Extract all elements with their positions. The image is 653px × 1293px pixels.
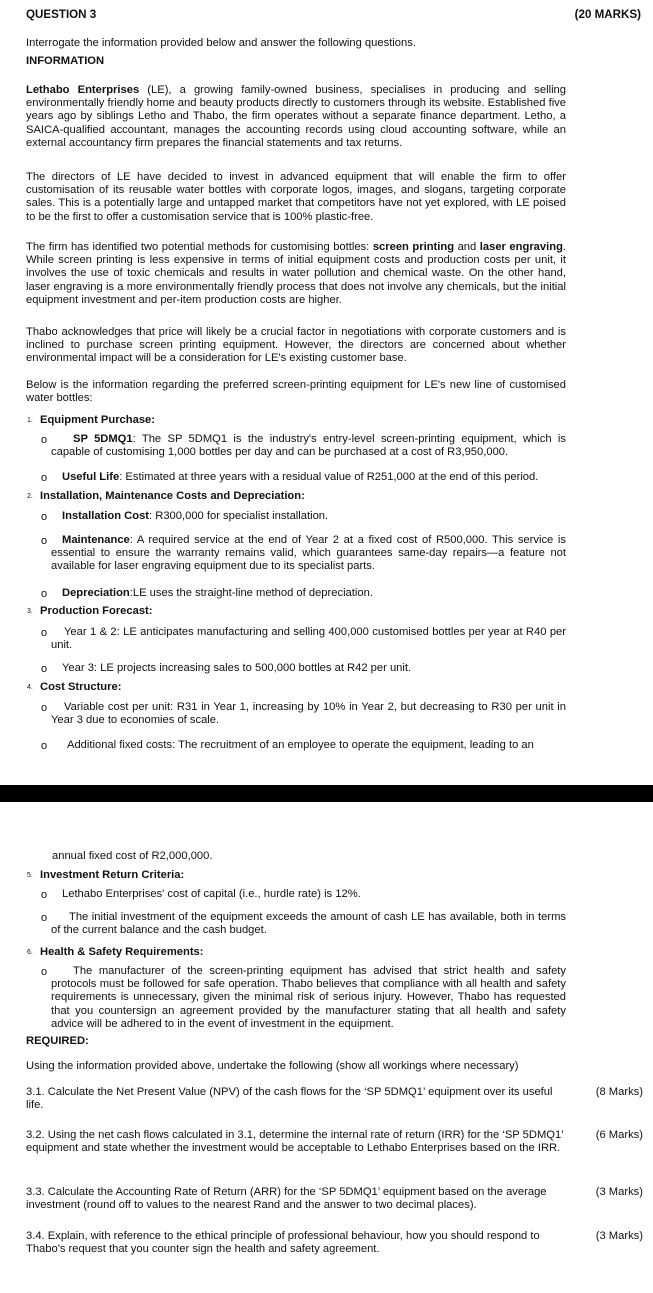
bullet-marker: o [41,912,48,924]
bullet-bold-label: Installation Cost [62,510,150,522]
bullet-bold-label: Maintenance [62,534,130,546]
bullet-marker: o [41,889,48,901]
bullet-text: : Estimated at three years with a residual value of R251,000 at the end of this period. [119,471,539,483]
section-number: 5. [27,872,33,879]
bullet-marker: o [41,702,48,714]
paragraph-5: Below is the information regarding the preferred screen-printing equipment for LE's new line of customised water bottles: [26,379,566,405]
question-3-2-marks: (6 Marks) [595,1129,643,1141]
section-title: Production Forecast: [40,605,153,617]
section-title: Installation, Maintenance Costs and Depreciation: [40,490,305,502]
section-title: Health & Safety Requirements: [40,946,204,958]
bullet-marker: o [41,511,48,523]
bullet-useful-life [62,471,567,484]
bullet-bold-label: Useful Life [62,471,120,483]
question-3-4-marks: (3 Marks) [595,1230,643,1242]
question-3-3-marks: (3 Marks) [595,1186,643,1198]
paragraph-3-text-a: The firm has identified two potential methods for customising bottles: [26,241,370,253]
bullet-text: : A required service at the end of Year 2 at a fixed cost of R500,000. This service is essential to ensure the warranty remains valid, which guarantees same-day repairs—a feature not available for laser engraving equipment due to its specialist parts. [51,534,566,573]
required-instruction: Using the information provided above, undertake the following (show all workings where necessary) [26,1060,519,1072]
bullet-text: :LE uses the straight-line method of depreciation. [129,587,373,599]
section-title: Investment Return Criteria: [40,869,185,881]
question-3-1-marks: (8 Marks) [595,1086,643,1098]
question-3-1: 3.1. Calculate the Net Present Value (NPV) of the cash flows for the ‘SP 5DMQ1’ equipment over its useful life. [26,1086,553,1112]
section-number: 3. [27,608,33,615]
bullet-marker: o [41,472,48,484]
bullet-installation-cost [62,510,567,523]
section-title: Equipment Purchase: [40,414,156,426]
section-number: 4. [27,684,33,691]
paragraph-3-text-e: . While screen printing is less expensive in terms of initial equipment costs and production costs per unit, it involves the use of toxic chemicals and results in water pollution and chemical waste. On the other hand, laser engraving is a more environmentally friendly process that does not involve any chemicals, but the initial equipment investment and per-item production costs are higher. [26,241,567,306]
page-separator-bar [0,785,653,802]
bullet-marker: o [41,740,48,752]
question-title: QUESTION 3 [26,8,97,21]
question-marks: (20 MARKS) [574,8,641,21]
bullet-depreciation [62,587,567,600]
fixed-cost-continuation: annual fixed cost of R2,000,000. [52,850,213,862]
paragraph-1-text: (LE), a growing family-owned business, specialises in producing and selling environmentally friendly home and beauty products directly to customers through its website. Established five years ago by siblings Letho and Thabo, the firm operates without a separate finance department. Letho, a SAICA-qualified accountant, manages the accounting records using cloud accounting software, while an external accountancy firm prepares the financial statements and tax returns. [26,84,567,149]
bullet-marker: o [41,627,48,639]
section-number: 1. [27,417,33,424]
bullet-text: : The SP 5DMQ1 is the industry's entry-level screen-printing equipment, which is capable of customising 1,000 bottles per day and can be purchased at a cost of R3,950,000. [51,433,566,459]
question-3-4: 3.4. Explain, with reference to the ethical principle of professional behaviour, how you should respond to Thabo's request that you counter sign the health and safety agreement. [26,1230,540,1256]
paragraph-3-text-c: and [457,241,477,253]
bullet-cost-of-capital: Lethabo Enterprises' cost of capital (i.e., hurdle rate) is 12%. [62,888,361,900]
paragraph-3 [26,241,566,307]
company-name: Lethabo Enterprises [26,84,140,96]
section-number: 2. [27,493,33,500]
term-screen-printing: screen printing [372,241,455,253]
bullet-health-safety: The manufacturer of the screen-printing equipment has advised that strict health and safety protocols must be followed for safe operation. Thabo believes that compliance with all health and safety requirements is unnecessary, given the minimal risk of serious injury. However, Thabo has requested that you countersign an agreement provided by the manufacturer stating that all health and safety advice will be adhered to in the event of investment in the equipment. [51,965,566,1030]
question-3-3: 3.3. Calculate the Accounting Rate of Return (ARR) for the ‘SP 5DMQ1’ equipment based on the average investment (round off to values to the nearest Rand and the answer to two decimal places). [26,1186,547,1212]
bullet-text: : R300,000 for specialist installation. [149,510,329,522]
bullet-marker: o [41,966,48,978]
bullet-marker: o [41,434,48,446]
bullet-marker: o [41,588,48,600]
question-3-2: 3.2. Using the net cash flows calculated in 3.1, determine the internal rate of return (IRR) for the ‘SP 5DMQ1’ equipment and state whether the investment would be acceptable to Lethabo Enterprises based on the IRR. [26,1129,564,1155]
bullet-maintenance [51,534,566,574]
paragraph-2: The directors of LE have decided to invest in advanced equipment that will enable the firm to offer customisation of its reusable water bottles with corporate logos, images, and slogans, targeting corporate sales. This is a potentially large and untapped market that competitors have not yet explored, with LE poised to be the first to offer a customisation service that is 100% plastic-free. [26,171,566,223]
bullet-bold-label: SP 5DMQ1 [73,433,133,445]
bullet-marker: o [41,535,48,547]
bullet-variable-cost: Variable cost per unit: R31 in Year 1, increasing by 10% in Year 2, but decreasing to R30 per unit in Year 3 due to economies of scale. [51,701,566,727]
information-heading: INFORMATION [26,55,105,67]
section-number: 6. [27,949,33,956]
required-heading: REQUIRED: [26,1035,89,1047]
bullet-equipment-sp5dmq1 [51,433,566,459]
bullet-year-1-2: Year 1 & 2: LE anticipates manufacturing and selling 400,000 customised bottles per year at R40 per unit. [51,626,566,652]
paragraph-4: Thabo acknowledges that price will likely be a crucial factor in negotiations with corporate customers and is inclined to purchase screen printing equipment. However, the directors are concerned about whether environmental impact will be a consideration for LE's existing customer base. [26,326,566,365]
bullet-fixed-costs: Additional fixed costs: The recruitment of an employee to operate the equipment, leading to an [67,739,534,751]
bullet-initial-investment: The initial investment of the equipment exceeds the amount of cash LE has available, both in terms of the current balance and the cash budget. [51,911,566,937]
intro-text: Interrogate the information provided below and answer the following questions. [26,37,416,49]
term-laser-engraving: laser engraving [479,241,563,253]
bullet-marker: o [41,663,48,675]
bullet-year-3: Year 3: LE projects increasing sales to 500,000 bottles at R42 per unit. [62,662,412,674]
section-title: Cost Structure: [40,681,122,693]
bullet-bold-label: Depreciation [62,587,130,599]
document-page-bottom [0,802,653,1293]
paragraph-1 [26,84,566,150]
